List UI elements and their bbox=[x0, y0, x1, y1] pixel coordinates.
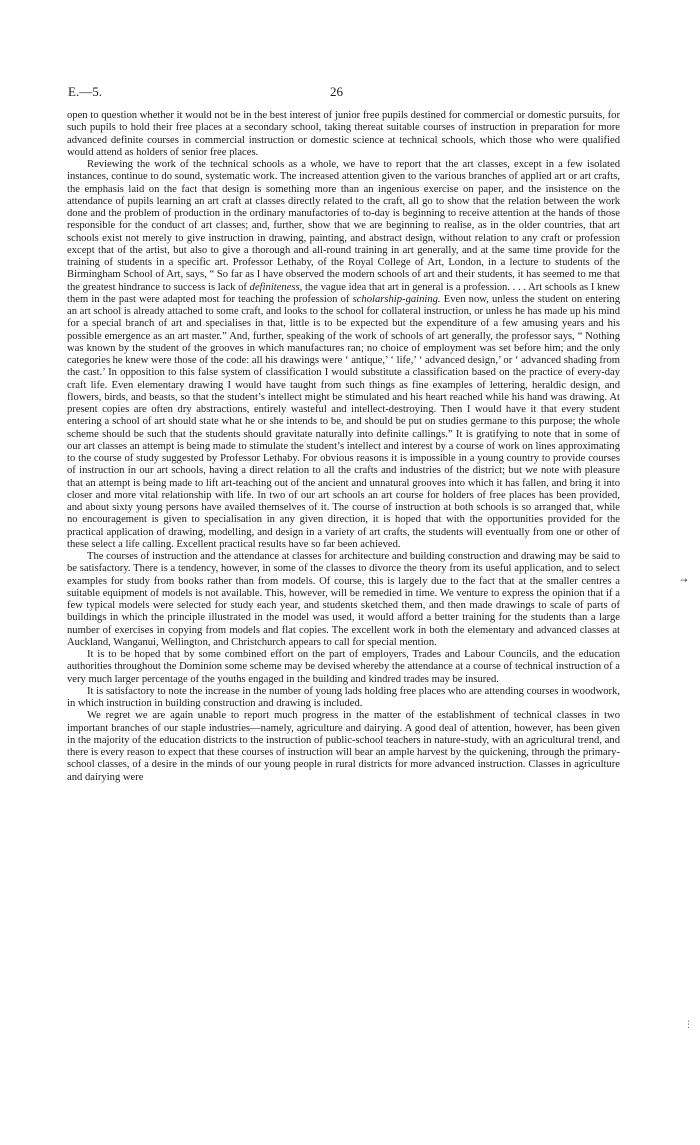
italic-text: scholarship-gaining. bbox=[352, 293, 441, 305]
text-run: It is satisfactory to note the increase in the number of young lads holding free places who are attending courses in woodwork, in which instruction in building construction and drawing is included. bbox=[67, 685, 620, 709]
italic-text: definiteness, bbox=[249, 281, 303, 293]
text-run: open to question whether it would not be in the best interest of junior free pupils destined for commercial or domestic pursuits, for such pupils to hold their free places at a secondary school, taking thereat suitable courses of instruction in preparation for more advanced definite courses in commercial instruction or domestic science at technical schools, which those who were qualified would attend as holders of senior free places. bbox=[67, 110, 620, 158]
text-run: Even now, unless the student on entering an art school is already attached to some craft, and looks to the school for collateral instruction, or unless he has made up his mind for a special branch of art and specialises in that, little is to be expected but the expenditure of a few amusing years and his possible emergence as an art master.” And, further, speaking of the work of schools of art generally, the professor says, “ Nothing was known by the student of the grooves in which manufactures ran; no choice of employment was set before him; and the only categories he knew were those of the code: all his drawings were ‘ antique,’ ‘ life,’ ‘ advanced design,’ or ‘ advanced shading from the cast.’ In opposition to this false system of classification I would substitute a classification based on the practice of every-day craft life. Even elementary drawing I would have taught from such things as fine examples of lettering, heraldic design, and flowers, birds, and beasts, so that the student’s intellect might be stimulated and his heart reached while his hand was drawing. At present copies are often dry abstractions, entirely wasteful and intellect-destroying. Then I would have it that every student entering a school of art should state what he or she intends to be, and should be put on studies germane to this purpose; the whole scheme should be such that the students should gravitate naturally into definite callings.” It is gratifying to note that in some of our art classes an attempt is being made to stimulate the student’s intellect and interest by a course of work on lines approximating to the course of study suggested by Professor Lethaby. For obvious reasons it is impossible in a young country to provide courses of instruction in our art schools, having a direct relation to all the crafts and industries of the district; but we note with pleasure that an attempt is being made to lift art-teaching out of the ancient and unnatural grooves into which it has fallen, and bring it into closer and more vital relationship with life. In two of our art schools an art course for holders of free places has been provided, and about sixty young persons have availed themselves of it. The course of instruction at both schools is so arranged that, while no encouragement is given to specialisation in any given direction, it is hoped that with the opportunities provided for the practical application of drawing, modelling, and design in a variety of art crafts, the students will eventually from one or other of these select a life calling. Excellent practical results have so far been achieved. bbox=[67, 293, 620, 550]
body-text bbox=[67, 110, 620, 784]
text-run: We regret we are again unable to report much progress in the matter of the establishment of technical classes in two important branches of our staple industries—namely, agriculture and dairying. A good deal of attention, however, has been given in the majority of the education districts to the instruction of public-school teachers in nature-study, with an agricultural trend, and there is every reason to expect that these courses of instruction will bear an ample harvest by the quickening, through the primary-school classes, of a desire in the minds of our young people in rural districts for more advanced instruction. Classes in agriculture and dairying were bbox=[67, 710, 620, 783]
paragraph bbox=[67, 110, 620, 159]
paragraph bbox=[67, 159, 620, 551]
text-run: The courses of instruction and the attendance at classes for architecture and building construction and drawing may be said to be satisfactory. There is a tendency, however, in some of the classes to divorce the theory from its useful application, and to select examples for study from books rather than from models. Of course, this is largely due to the fact that at the smaller centres a suitable equipment of models is not available. This, however, will be remedied in time. We venture to express the opinion that if a few typical models were selected for study each year, and students sketched them, and then made drawings to scale of parts of buildings in which the principle illustrated in the model was used, it would afford a better training for the students than a large number of exercises in copying from models and flat copies. The excellent work in both the elementary and advanced classes at Auckland, Wanganui, Wellington, and Christchurch appears to call for special mention. bbox=[67, 551, 620, 648]
page-number: 26 bbox=[330, 84, 343, 99]
text-run: It is to be hoped that by some combined effort on the part of employers, Trades and Labour Councils, and the education authorities throughout the Dominion some scheme may be devised whereby the attendance at a course of technical instruction of a very much larger percentage of the youths engaged in the building and kindred trades may be insured. bbox=[67, 649, 620, 685]
paragraph bbox=[67, 710, 620, 784]
page-header bbox=[68, 84, 620, 104]
text-run: the vague idea that art in general is a profession. . . . Art schools as I knew them in the past were adapted most for teaching the profession of bbox=[67, 281, 620, 305]
margin-mark-arrow-icon: → bbox=[680, 576, 688, 586]
text-run: Reviewing the work of the technical schools as a whole, we have to report that the art classes, except in a few isolated instances, continue to do sound, systematic work. The increased attention given to the various branches of applied art or art crafts, the emphasis laid on the fact that design is something more than an ingenious exercise on paper, and the insistence on the attendance of pupils learning an art craft at classes directly related to the craft, all go to show that the relation between the work done and the problem of production in the ordinary manufactories of to-day is beginning to receive attention at the hands of those responsible for the conduct of art classes; and, further, show that we are beginning to realise, as in the older countries, that art schools exist not merely to give instruction in drawing, painting, and abstract design, without relation to any craft or profession except that of the artist, but also to give a thorough and all-round training in art generally, and at the same time provide for the training of students in a specific art. Professor Lethaby, of the Royal College of Art, London, in a lecture to students of the Birmingham School of Art, says, “ So far as I have observed the modern schools of art and their students, it has seemed to me that the greatest hindrance to success is lack of bbox=[67, 159, 620, 293]
document-reference: E.—5. bbox=[68, 84, 102, 99]
margin-mark-icon: ⋮ bbox=[684, 1020, 693, 1030]
paragraph bbox=[67, 686, 620, 711]
paragraph bbox=[67, 551, 620, 649]
paragraph bbox=[67, 649, 620, 686]
